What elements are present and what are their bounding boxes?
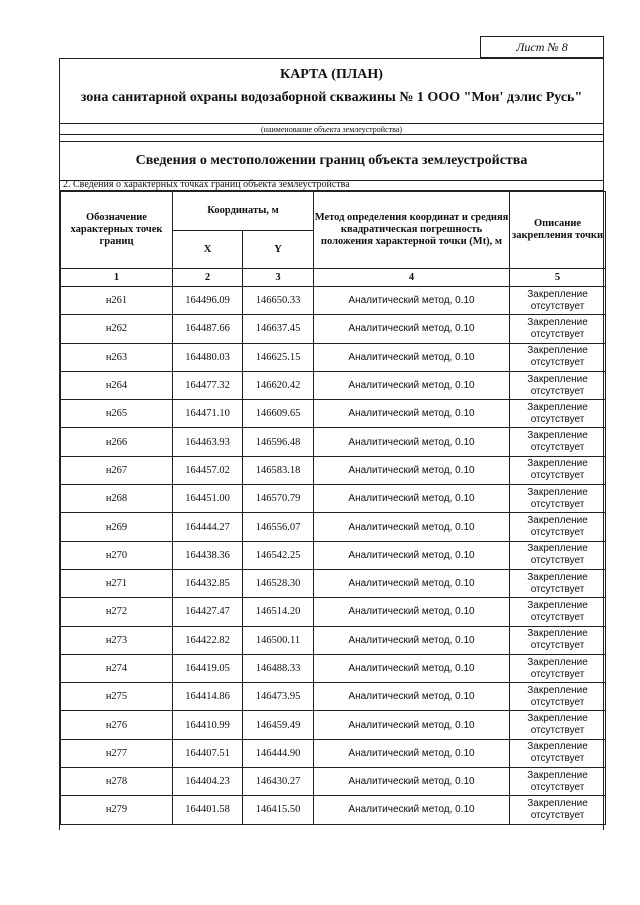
point-name-cell: н278 [61, 768, 173, 796]
description-cell: Закрепление отсутствует [510, 541, 606, 569]
table-row [61, 796, 606, 824]
description-cell: Закрепление отсутствует [510, 456, 606, 484]
table-row [61, 739, 606, 767]
point-name-cell: н264 [61, 371, 173, 399]
method-cell: Аналитический метод, 0.10 [314, 400, 510, 428]
point-name-cell: н272 [61, 598, 173, 626]
x-coordinate-cell: 164401.58 [173, 796, 243, 824]
point-name-cell: н266 [61, 428, 173, 456]
x-coordinate-cell: 164432.85 [173, 569, 243, 597]
method-cell: Аналитический метод, 0.10 [314, 768, 510, 796]
table-row [61, 541, 606, 569]
table-row [61, 485, 606, 513]
method-cell: Аналитический метод, 0.10 [314, 711, 510, 739]
y-coordinate-cell: 146625.15 [243, 343, 314, 371]
method-cell: Аналитический метод, 0.10 [314, 796, 510, 824]
description-cell: Закрепление отсутствует [510, 739, 606, 767]
description-cell: Закрепление отсутствует [510, 711, 606, 739]
y-coordinate-cell: 146473.95 [243, 683, 314, 711]
section-subheading: 2. Сведения о характерных точках границ объекта землеустройства [60, 179, 603, 191]
description-cell: Закрепление отсутствует [510, 796, 606, 824]
x-coordinate-cell: 164451.00 [173, 485, 243, 513]
section-heading: Сведения о местоположении границ объекта землеустройства [60, 141, 603, 181]
document-frame [59, 58, 604, 830]
y-coordinate-cell: 146415.50 [243, 796, 314, 824]
table-row [61, 287, 606, 315]
table-row [61, 598, 606, 626]
column-number: 5 [510, 269, 606, 287]
object-name: зона санитарной охраны водозаборной скважины № 1 ООО "Мон' дэлис Русь" [80, 90, 583, 105]
x-coordinate-cell: 164407.51 [173, 739, 243, 767]
point-name-cell: н267 [61, 456, 173, 484]
method-cell: Аналитический метод, 0.10 [314, 654, 510, 682]
sheet-number: Лист № 8 [480, 36, 604, 58]
x-coordinate-cell: 164414.86 [173, 683, 243, 711]
table-row [61, 513, 606, 541]
description-cell: Закрепление отсутствует [510, 343, 606, 371]
description-cell: Закрепление отсутствует [510, 428, 606, 456]
description-cell: Закрепление отсутствует [510, 400, 606, 428]
description-cell: Закрепление отсутствует [510, 626, 606, 654]
x-coordinate-cell: 164463.93 [173, 428, 243, 456]
point-name-cell: н262 [61, 315, 173, 343]
method-cell: Аналитический метод, 0.10 [314, 513, 510, 541]
description-cell: Закрепление отсутствует [510, 513, 606, 541]
y-coordinate-cell: 146596.48 [243, 428, 314, 456]
y-coordinate-cell: 146609.65 [243, 400, 314, 428]
x-coordinate-cell: 164444.27 [173, 513, 243, 541]
method-cell: Аналитический метод, 0.10 [314, 569, 510, 597]
method-cell: Аналитический метод, 0.10 [314, 598, 510, 626]
points-table [60, 191, 606, 825]
table-row [61, 428, 606, 456]
column-number: 1 [61, 269, 173, 287]
table-row [61, 683, 606, 711]
point-name-cell: н275 [61, 683, 173, 711]
table-row [61, 768, 606, 796]
point-name-cell: н273 [61, 626, 173, 654]
y-coordinate-cell: 146500.11 [243, 626, 314, 654]
description-cell: Закрепление отсутствует [510, 654, 606, 682]
point-name-cell: н276 [61, 711, 173, 739]
y-coordinate-cell: 146528.30 [243, 569, 314, 597]
header-coordinates: Координаты, м [173, 192, 314, 231]
method-cell: Аналитический метод, 0.10 [314, 683, 510, 711]
x-coordinate-cell: 164477.32 [173, 371, 243, 399]
point-name-cell: н279 [61, 796, 173, 824]
point-name-cell: н261 [61, 287, 173, 315]
description-cell: Закрепление отсутствует [510, 569, 606, 597]
x-coordinate-cell: 164487.66 [173, 315, 243, 343]
method-cell: Аналитический метод, 0.10 [314, 428, 510, 456]
description-cell: Закрепление отсутствует [510, 598, 606, 626]
method-cell: Аналитический метод, 0.10 [314, 287, 510, 315]
x-coordinate-cell: 164404.23 [173, 768, 243, 796]
y-coordinate-cell: 146570.79 [243, 485, 314, 513]
column-number: 2 [173, 269, 243, 287]
point-name-cell: н268 [61, 485, 173, 513]
method-cell: Аналитический метод, 0.10 [314, 456, 510, 484]
column-number: 3 [243, 269, 314, 287]
table-row [61, 400, 606, 428]
object-name-caption: (наименование объекта землеустройства) [60, 124, 603, 135]
document-title: КАРТА (ПЛАН) [280, 67, 383, 82]
y-coordinate-cell: 146620.42 [243, 371, 314, 399]
point-name-cell: н269 [61, 513, 173, 541]
table-row [61, 711, 606, 739]
header-x: X [173, 231, 243, 269]
header-description: Описание закрепления точки [510, 192, 606, 269]
y-coordinate-cell: 146650.33 [243, 287, 314, 315]
method-cell: Аналитический метод, 0.10 [314, 485, 510, 513]
table-row [61, 343, 606, 371]
table-row [61, 569, 606, 597]
header-designation: Обозначение характерных точек границ [61, 192, 173, 269]
y-coordinate-cell: 146542.25 [243, 541, 314, 569]
header-method: Метод определения координат и средняя квадратическая погрешность положения характерной точки (Mt), м [314, 192, 510, 269]
point-name-cell: н270 [61, 541, 173, 569]
y-coordinate-cell: 146444.90 [243, 739, 314, 767]
method-cell: Аналитический метод, 0.10 [314, 541, 510, 569]
method-cell: Аналитический метод, 0.10 [314, 315, 510, 343]
description-cell: Закрепление отсутствует [510, 683, 606, 711]
x-coordinate-cell: 164471.10 [173, 400, 243, 428]
header-y: Y [243, 231, 314, 269]
table-row [61, 315, 606, 343]
x-coordinate-cell: 164427.47 [173, 598, 243, 626]
description-cell: Закрепление отсутствует [510, 768, 606, 796]
method-cell: Аналитический метод, 0.10 [314, 343, 510, 371]
point-name-cell: н277 [61, 739, 173, 767]
x-coordinate-cell: 164419.05 [173, 654, 243, 682]
table-row [61, 654, 606, 682]
point-name-cell: н263 [61, 343, 173, 371]
y-coordinate-cell: 146430.27 [243, 768, 314, 796]
table-row [61, 371, 606, 399]
x-coordinate-cell: 164410.99 [173, 711, 243, 739]
x-coordinate-cell: 164457.02 [173, 456, 243, 484]
x-coordinate-cell: 164438.36 [173, 541, 243, 569]
method-cell: Аналитический метод, 0.10 [314, 626, 510, 654]
table-row [61, 626, 606, 654]
y-coordinate-cell: 146488.33 [243, 654, 314, 682]
point-name-cell: н265 [61, 400, 173, 428]
point-name-cell: н271 [61, 569, 173, 597]
y-coordinate-cell: 146556.07 [243, 513, 314, 541]
x-coordinate-cell: 164496.09 [173, 287, 243, 315]
description-cell: Закрепление отсутствует [510, 287, 606, 315]
point-name-cell: н274 [61, 654, 173, 682]
y-coordinate-cell: 146514.20 [243, 598, 314, 626]
description-cell: Закрепление отсутствует [510, 315, 606, 343]
title-block [60, 59, 603, 124]
table-row [61, 456, 606, 484]
y-coordinate-cell: 146583.18 [243, 456, 314, 484]
description-cell: Закрепление отсутствует [510, 485, 606, 513]
method-cell: Аналитический метод, 0.10 [314, 371, 510, 399]
y-coordinate-cell: 146459.49 [243, 711, 314, 739]
method-cell: Аналитический метод, 0.10 [314, 739, 510, 767]
column-number: 4 [314, 269, 510, 287]
y-coordinate-cell: 146637.45 [243, 315, 314, 343]
x-coordinate-cell: 164422.82 [173, 626, 243, 654]
description-cell: Закрепление отсутствует [510, 371, 606, 399]
x-coordinate-cell: 164480.03 [173, 343, 243, 371]
